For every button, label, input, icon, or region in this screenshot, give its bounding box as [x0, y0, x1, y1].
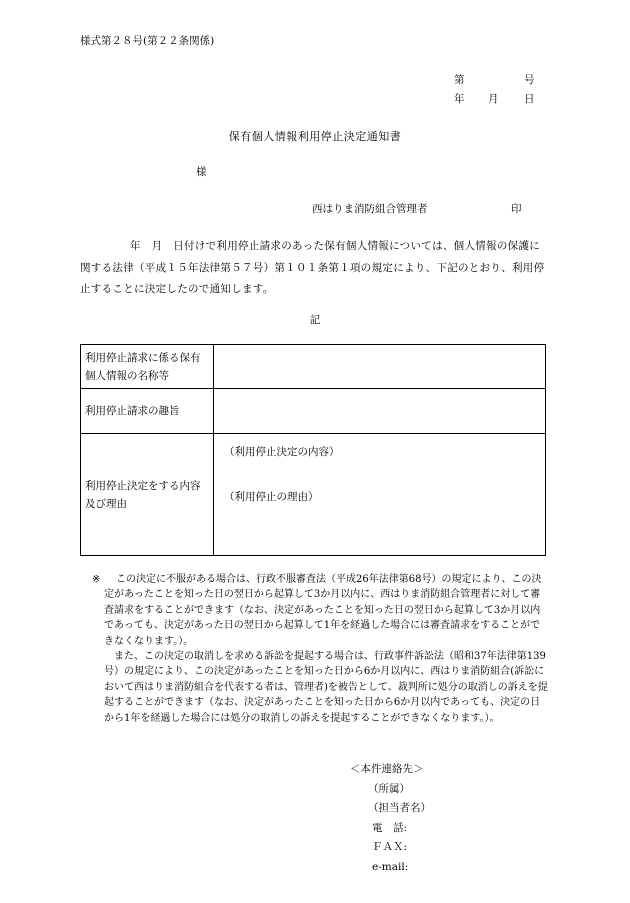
appeal-notice — [80, 572, 550, 726]
contact-heading: ＜本件連絡先＞ — [350, 763, 424, 775]
contact-tel: 電 話: — [372, 821, 408, 834]
decision-reason-label: （利用停止の理由） — [224, 491, 319, 503]
date-day: 日 — [524, 93, 535, 105]
body-text: 年 月 日付けで利用停止請求のあった保有個人情報については、個人情報の保護に関する法律（平成１５年法律第５７号）第１０１条第１項の規定により、下記のとおり、利用停止することに決定したので通知します。 — [80, 240, 545, 295]
contact-person: （担当者名） — [368, 802, 431, 814]
contact-block — [342, 760, 431, 877]
row1-label: 利用停止請求に係る保有個人情報の名称等 — [81, 345, 214, 389]
ki-heading: 記 — [309, 314, 321, 326]
contact-fax: ＦＡＸ: — [372, 841, 408, 853]
addressee-suffix: 様 — [196, 166, 207, 178]
row3-label: 利用停止決定をする内容及び理由 — [81, 434, 214, 556]
document-title: 保有個人情報利用停止決定通知書 — [228, 130, 402, 143]
contact-dept: （所属） — [368, 782, 410, 795]
form-number: 様式第２８号(第２２条関係) — [80, 35, 215, 47]
row2-label: 利用停止請求の趣旨 — [81, 389, 214, 434]
table-row — [81, 389, 546, 434]
issuer-name: 西はりま消防組合管理者 — [312, 203, 428, 215]
date-year: 年 — [454, 93, 465, 105]
row2-value — [214, 389, 546, 434]
table-row — [81, 434, 546, 556]
seal-mark: 印 — [511, 203, 522, 215]
date-month: 月 — [488, 93, 499, 105]
decision-content-label: （利用停止決定の内容） — [224, 446, 340, 458]
row1-value — [214, 345, 546, 389]
info-table — [80, 344, 546, 556]
number-suffix: 号 — [524, 74, 535, 86]
note-mark: ※ — [92, 574, 101, 585]
note-paragraph-1: この決定に不服がある場合は、行政不服審査法（平成26年法律第68号）の規定により、この決定があったことを知った日の翌日から起算して3か月以内に、西はりま消防組合管理者に対して審査請求をすることができます（なお、決定があったことを知った日の翌日から起算して3か月以内であっても、決定があった日の翌日から起算して1年を経過した場合には審査請求をすることができなくなります。）。 — [104, 574, 542, 647]
note-paragraph-2: また、この決定の取消しを求める訴訟を提起する場合は、行政事件訴訟法（昭和37年法律第139号）の規定により、この決定があったことを知った日から6か月以内に、西はりま消防組合(訴訟において西はりま消防組合を代表する者は、管理者)を被告として、裁判所に処分の取消しの訴えを提起することができます（なお、決定があったことを知った日から6か月以内であっても、決定の日から1年を経過した場合には処分の取消しの訴えを提起することができなくなります。）。 — [104, 651, 548, 724]
body-paragraph — [80, 236, 550, 301]
row3-value — [214, 434, 546, 556]
table-row — [81, 345, 546, 389]
contact-email: e-mail: — [372, 860, 409, 873]
number-prefix: 第 — [454, 74, 465, 86]
